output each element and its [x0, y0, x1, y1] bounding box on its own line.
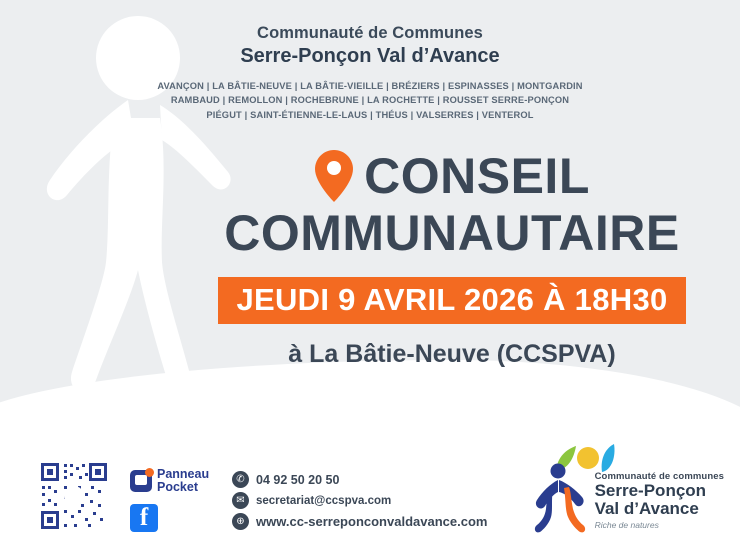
- map-pin-icon: [314, 148, 354, 204]
- contact-email[interactable]: secretariat@ccspva.com: [256, 494, 392, 507]
- footer: [0, 430, 740, 550]
- panneaupocket-label-line1: Panneau: [157, 466, 210, 481]
- contact-phone: 04 92 50 20 50: [256, 472, 340, 487]
- panneaupocket-logo[interactable]: [130, 468, 209, 494]
- communes-line-3: PIÉGUT | SAINT-ÉTIENNE-LE-LAUS | THÉUS | VALSERRES | VENTEROL: [206, 109, 534, 120]
- qr-code[interactable]: [38, 460, 110, 532]
- main-title-block: [180, 148, 724, 369]
- page-title-line2: COMMUNAUTAIRE: [224, 205, 680, 261]
- logo-line3: Val d’Avance: [594, 499, 699, 519]
- panneaupocket-icon: [130, 470, 152, 492]
- communes-list: [0, 79, 740, 122]
- org-name-line2: Serre-Ponçon Val d’Avance: [240, 45, 500, 67]
- envelope-icon: ✉: [232, 492, 249, 509]
- panneaupocket-label: [157, 468, 209, 494]
- ccspva-logo: [531, 462, 724, 534]
- ccspva-logo-text: [595, 471, 724, 534]
- contact-website[interactable]: www.cc-serreponconvaldavance.com: [256, 514, 488, 529]
- title-first-row: [180, 148, 724, 204]
- location-text: à La Bâtie-Neuve (CCSPVA): [288, 340, 616, 368]
- panneaupocket-label-line2: Pocket: [157, 479, 198, 494]
- contact-email-row: [232, 492, 487, 509]
- logo-tagline: Riche de natures: [594, 520, 659, 530]
- logo-line2: Serre-Ponçon: [594, 481, 707, 501]
- contact-block: [232, 471, 487, 534]
- communes-line-2: RAMBAUD | REMOLLON | ROCHEBRUNE | LA ROCHETTE | ROUSSET SERRE-PONÇON: [170, 95, 570, 106]
- header: [0, 24, 740, 122]
- phone-icon: ✆: [232, 471, 249, 488]
- ccspva-figure-icon: [531, 462, 589, 534]
- page-title-line1: CONSEIL: [364, 147, 590, 204]
- contact-website-row: [232, 513, 487, 530]
- contact-phone-row: [232, 471, 487, 488]
- globe-icon: ⊕: [232, 513, 249, 530]
- logo-line1: Communauté de communes: [594, 471, 724, 483]
- org-name-line1: Communauté de Communes: [257, 24, 483, 42]
- date-banner: JEUDI 9 AVRIL 2026 À 18H30: [218, 277, 685, 324]
- communes-line-1: AVANÇON | LA BÂTIE-NEUVE | LA BÂTIE-VIEILLE | BRÉZIERS | ESPINASSES | MONTGARDIN: [157, 81, 583, 91]
- facebook-icon[interactable]: f: [130, 504, 158, 532]
